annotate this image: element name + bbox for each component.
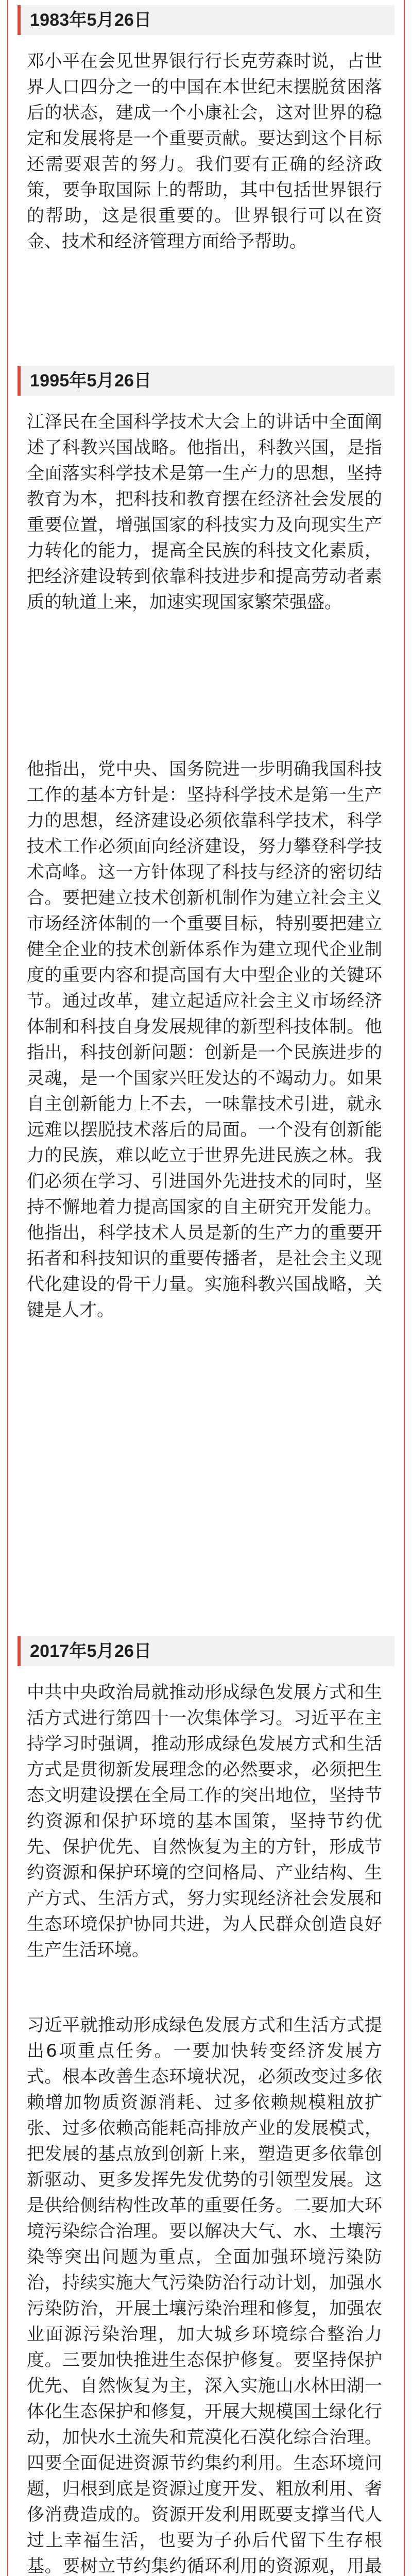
paragraph: 他指出，党中央、国务院进一步明确我国科技工作的基本方针是：坚持科学技术是第一生产力的思想，经济建设必须依靠科学技术，科学技术工作必须面向经济建设，努力攀登科学技术高峰。这一方针体现了科技与经济的密切结合。要把建立技术创新机制作为建立社会主义市场经济体制的一个重要目标，特别要把建立健全企业的技术创新体系作为建立现代企业制度的重要内容和提高国有大中型企业的关键环节。通过改革，建立起适应社会主义市场经济体制和科技自身发展规律的新型科技体制。他指出，科技创新问题：创新是一个民族进步的灵魂，是一个国家兴旺发达的不竭动力。如果自主创新能力上不去，一味靠技术引进，就永远难以摆脱技术落后的局面。一个没有创新能力的民族，难以屹立于世界先进民族之林。我们必须在学习、引进国外先进技术的同时，坚持不懈地着力提高国家的自主研究开发能力。他指出，科学技术人员是新的生产力的重要开拓者和科技知识的重要传播者，是社会主义现代化建设的骨干力量。实施科教兴国战略，关键是人才。 xyxy=(27,759,382,1320)
paragraph: 习近平就推动形成绿色发展方式和生活方式提出6项重点任务。一要加快转变经济发展方式。根本改善生态环境状况，必须改变过多依赖增加物质资源消耗、过多依赖规模粗放扩张、过多依赖高能耗高排放产业的发展模式，把发展的基点放到创新上来，塑造更多依靠创新驱动、更多发挥先发优势的引领型发展。这是供给侧结构性改革的重要任务。二要加大环境污染综合治理。要以解决大气、水、土壤污染等突出问题为重点，全面加强环境污染防治，持续实施大气污染防治行动计划，加强水污染防治，开展土壤污染治理和修复，加强农业面源污染治理，加大城乡环境综合整治力度。三要加快推进生态保护修复。要坚持保护优先、自然恢复为主，深入实施山水林田湖一体化生态保护和修复，开展大规模国土绿化行动，加快水土流失和荒漠化石漠化综合治理。四要全面促进资源节约集约利用。生态环境问题，归根到底是资源过度开发、粗放利用、奢侈消费造成的。资源开发利用既要支撑当代人过上幸福生活，也要为子孙后代留下生存根基。要树立节约集约循环利用的资源观，用最 xyxy=(27,2015,382,2576)
date-label: 1983年5月26日 xyxy=(30,10,152,30)
date-label: 1995年5月26日 xyxy=(30,371,152,391)
date-label: 2017年5月26日 xyxy=(30,1641,152,1661)
paragraph: 中共中央政治局就推动形成绿色发展方式和生活方式进行第四十一次集体学习。习近平在主持学习时强调，推动形成绿色发展方式和生活方式是贯彻新发展理念的必然要求，必须把生态文明建设摆在全局工作的突出地位，坚持节约资源和保护环境的基本国策，坚持节约优先、保护优先、自然恢复为主的方针，形成节约资源和保护环境的空间格局、产业结构、生产方式、生活方式，努力实现经济社会发展和生态环境保护协同共进，为人民群众创造良好生产生活环境。 xyxy=(27,1682,382,1960)
date-header-2017 xyxy=(18,1636,394,1666)
date-header-1995 xyxy=(18,366,394,396)
paragraph: 邓小平在会见世界银行行长克劳森时说，占世界人口四分之一的中国在本世纪末摆脱贫困落后的状态，建成一个小康社会，这对世界的稳定和发展将是一个重要贡献。要达到这个目标还需要艰苦的努力。我们要有正确的经济政策，要争取国际上的帮助，其中包括世界银行的帮助，这是很重要的。世界银行可以在资金、技术和经济管理方面给予帮助。 xyxy=(27,51,382,252)
date-header-1983 xyxy=(18,5,394,35)
paragraph: 江泽民在全国科学技术大会上的讲话中全面阐述了科教兴国战略。他指出，科教兴国，是指全面落实科学技术是第一生产力的思想，坚持教育为本，把科技和教育摆在经济社会发展的重要位置，增强国家的科技实力及向现实生产力转化的能力，提高全民族的科技文化素质，把经济建设转到依靠科技进步和提高劳动者素质的轨道上来，加速实现国家繁荣强盛。 xyxy=(27,412,382,613)
